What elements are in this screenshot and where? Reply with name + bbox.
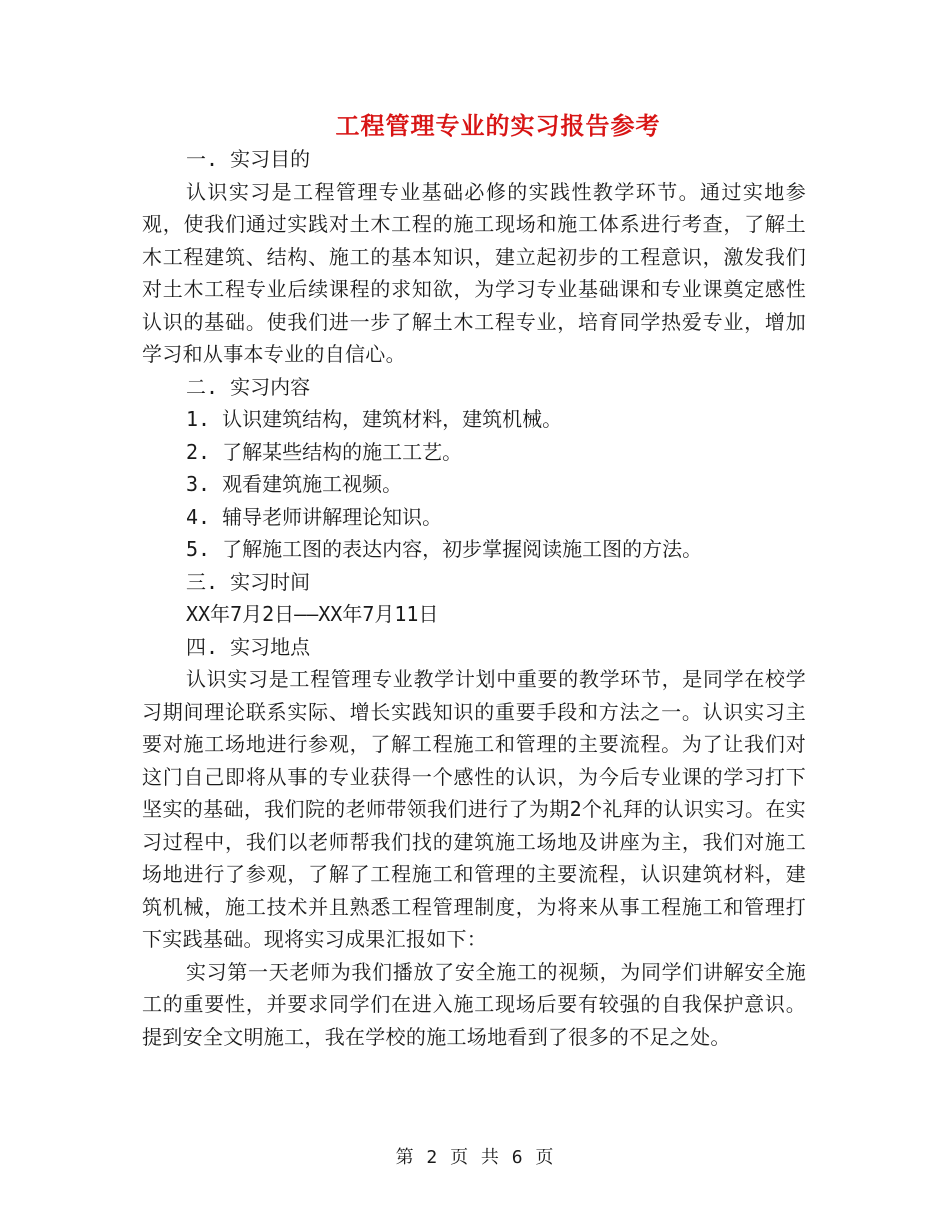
page-number-footer: 第 2 页 共 6 页 xyxy=(395,1147,555,1168)
section-heading-time: 三. 实习时间 xyxy=(186,569,311,594)
list-item: 4. 辅导老师讲解理论知识。 xyxy=(186,504,443,529)
paragraph-location: 认识实习是工程管理专业教学计划中重要的教学环节，是同学在校学习期间理论联系实际、增长实践知识的重要手段和方法之一。认识实习主要对施工场地进行参观，了解工程施工和管理的主要流程。为了让我们对这门自己即将从事的专业获得一个感性的认识，为今后专业课的学习打下坚实的基础，我们院的老师带领我们进行了为期2个礼拜的认识实习。在实习过程中，我们以老师帮我们找的建筑施工场地及讲座为主，我们对施工场地进行了参观，了解了工程施工和管理的主要流程，认识建筑材料，建筑机械，施工技术并且熟悉工程管理制度，为将来从事工程施工和管理打下实践基础。现将实习成果汇报如下： xyxy=(142,667,806,951)
paragraph-purpose: 认识实习是工程管理专业基础必修的实践性教学环节。通过实地参观，使我们通过实践对土木工程的施工现场和施工体系进行考查，了解土木工程建筑、结构、施工的基本知识，建立起初步的工程意识，激发我们对土木工程专业后续课程的求知欲，为学习专业基础课和专业课奠定感性认识的基础。使我们进一步了解土木工程专业，培育同学热爱专业，增加学习和从事本专业的自信心。 xyxy=(142,179,806,366)
document-title: 工程管理专业的实习报告参考 xyxy=(335,112,661,140)
section-heading-location: 四. 实习地点 xyxy=(186,634,311,659)
section-heading-purpose: 一. 实习目的 xyxy=(186,147,311,171)
internship-dates: XX年7月2日——XX年7月11日 xyxy=(186,602,439,626)
list-item: 2. 了解某些结构的施工工艺。 xyxy=(186,439,463,464)
list-item: 5. 了解施工图的表达内容，初步掌握阅读施工图的方法。 xyxy=(186,537,703,561)
paragraph-first-day: 实习第一天老师为我们播放了安全施工的视频，为同学们讲解安全施工的重要性，并要求同学们在进入施工现场后要有较强的自我保护意识。提到安全文明施工，我在学校的施工场地看到了很多的不足之处。 xyxy=(142,959,806,1049)
list-item: 1. 认识建筑结构，建筑材料，建筑机械。 xyxy=(186,407,563,431)
section-heading-content: 二. 实习内容 xyxy=(186,374,311,399)
list-item: 3. 观看建筑施工视频。 xyxy=(186,472,403,496)
document-body xyxy=(142,143,806,1053)
